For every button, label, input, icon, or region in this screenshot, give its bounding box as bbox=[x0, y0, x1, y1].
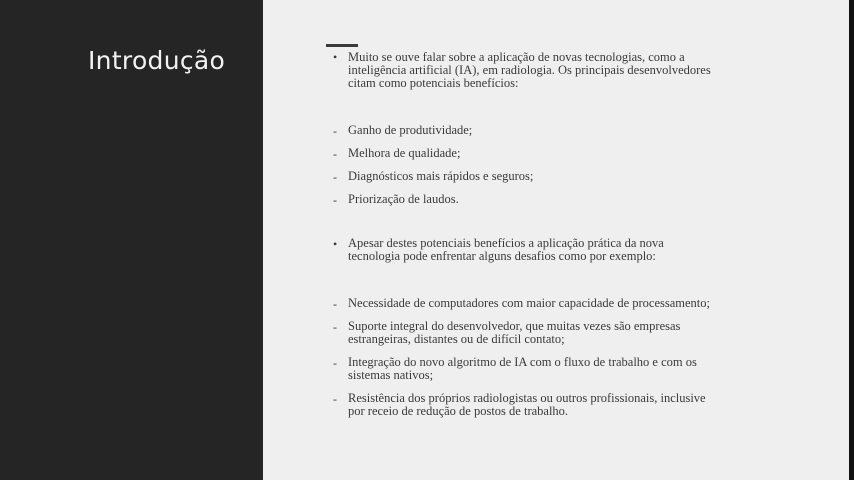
challenge-line: sistemas nativos; bbox=[348, 368, 434, 382]
challenge-line: Necessidade de computadores com maior capacidade de processamento; bbox=[348, 296, 710, 310]
challenge-item bbox=[348, 392, 768, 418]
dash-marker: - bbox=[333, 124, 337, 138]
challenge-item bbox=[348, 297, 768, 310]
challenges-intro-paragraph bbox=[348, 237, 768, 263]
dash-marker: - bbox=[333, 392, 337, 406]
bullet-marker: • bbox=[333, 50, 338, 64]
challenge-line: estrangeiras, distantes ou de difícil contato; bbox=[348, 332, 565, 346]
dash-marker: - bbox=[333, 356, 337, 370]
bullet-marker: • bbox=[333, 237, 338, 251]
challenges-intro-line: Apesar destes potenciais benefícios a aplicação prática da nova bbox=[348, 236, 664, 250]
dash-marker: - bbox=[333, 147, 337, 161]
slide-title: Introdução bbox=[88, 46, 226, 75]
challenges-intro-line: tecnologia pode enfrentar alguns desafios como por exemplo: bbox=[348, 249, 656, 263]
intro-line: Muito se ouve falar sobre a aplicação de novas tecnologias, como a bbox=[348, 50, 685, 64]
challenge-line: Integração do novo algoritmo de IA com o fluxo de trabalho e com os bbox=[348, 355, 697, 369]
intro-line: inteligência artificial (IA), em radiologia. Os principais desenvolvedores bbox=[348, 63, 711, 77]
challenge-item bbox=[348, 320, 768, 346]
benefit-item: Diagnósticos mais rápidos e seguros; bbox=[348, 169, 534, 183]
dash-marker: - bbox=[333, 193, 337, 207]
benefit-item: Ganho de produtividade; bbox=[348, 123, 473, 137]
challenge-line: Suporte integral do desenvolvedor, que muitas vezes são empresas bbox=[348, 319, 681, 333]
dash-marker: - bbox=[333, 297, 337, 311]
challenge-item bbox=[348, 356, 768, 382]
challenge-line: por receio de redução de postos de trabalho. bbox=[348, 404, 569, 418]
intro-line: citam como potenciais benefícios: bbox=[348, 76, 519, 90]
benefit-item: Priorização de laudos. bbox=[348, 192, 459, 206]
dash-marker: - bbox=[333, 170, 337, 184]
intro-paragraph bbox=[348, 51, 768, 90]
challenge-line: Resistência dos próprios radiologistas ou outros profissionais, inclusive bbox=[348, 391, 706, 405]
benefit-item: Melhora de qualidade; bbox=[348, 146, 461, 160]
dash-marker: - bbox=[333, 320, 337, 334]
